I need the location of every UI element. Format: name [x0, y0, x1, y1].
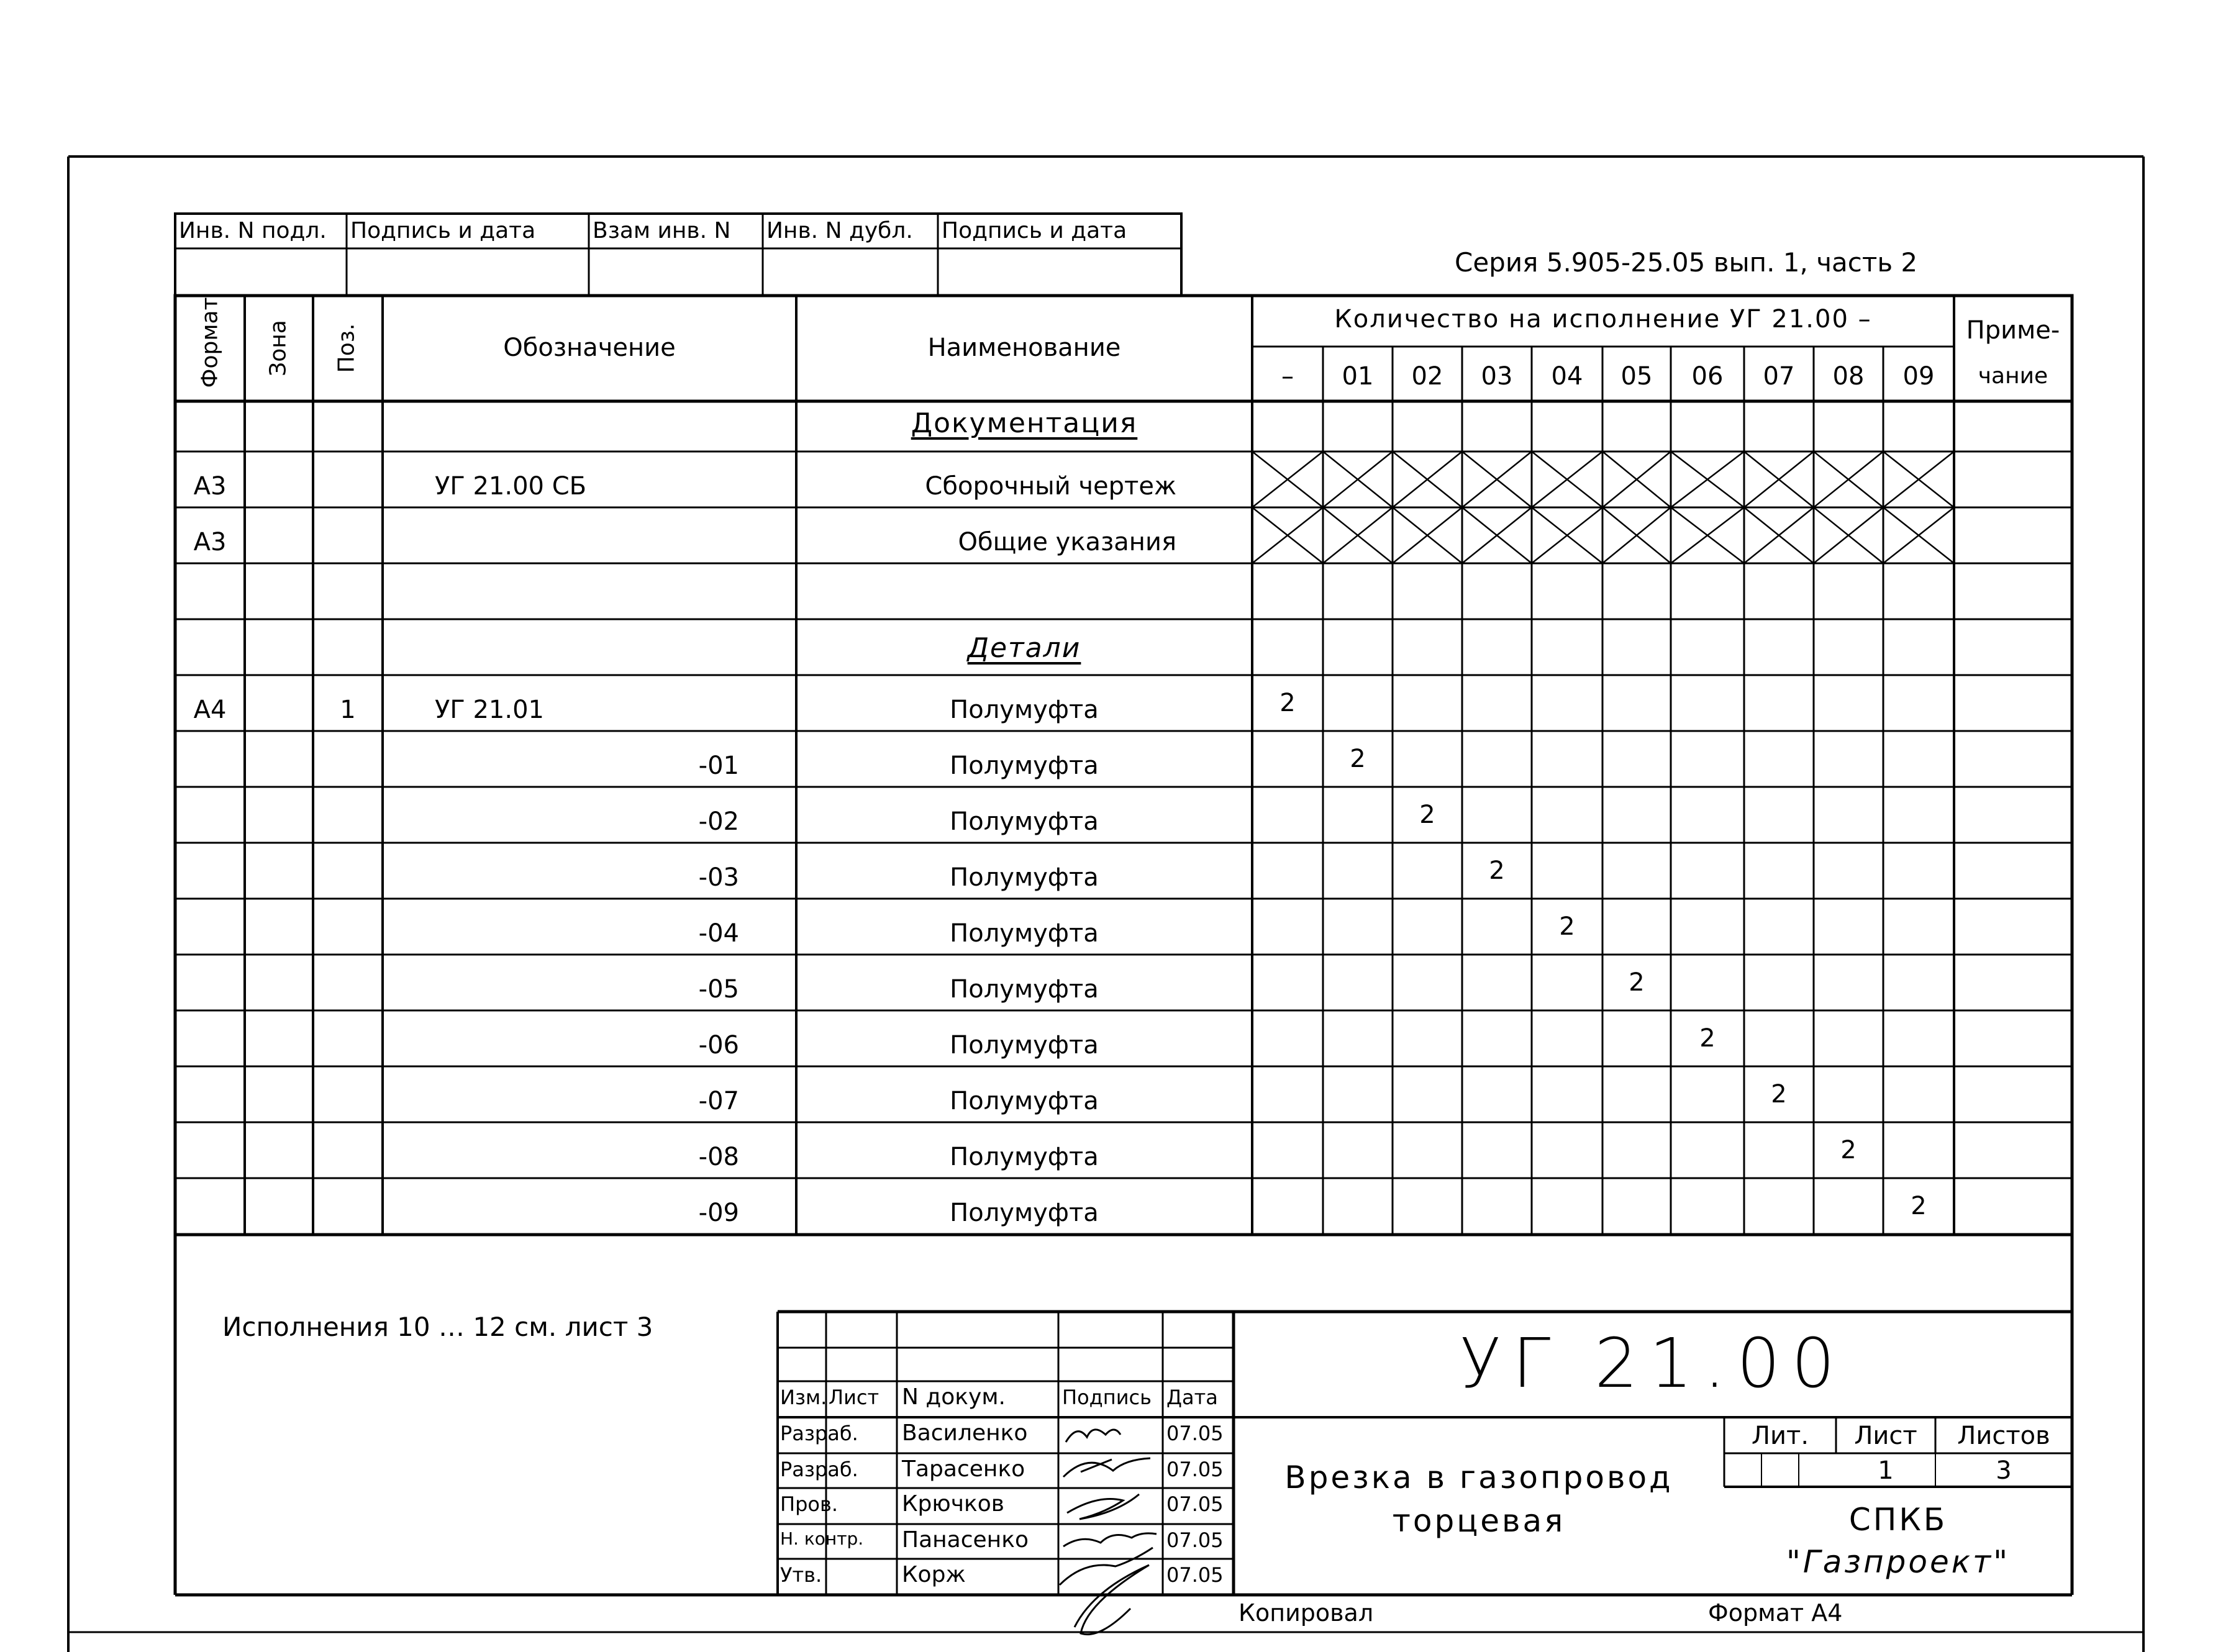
- staff-head-signature: Подпись: [1062, 1386, 1152, 1409]
- footer-copied: Копировал: [1239, 1599, 1374, 1627]
- row-13-variant: -08: [698, 1143, 739, 1171]
- staff-name-4: Панасенко: [902, 1527, 1029, 1553]
- section-details: Детали: [967, 632, 1081, 664]
- sheets-count: 3: [1996, 1456, 2012, 1485]
- qty-col-header-07: 07: [1763, 362, 1795, 391]
- staff-date-2: 07.05: [1166, 1458, 1224, 1481]
- staff-role-1: Разраб.: [780, 1422, 858, 1445]
- row-6-qty: 2: [1350, 745, 1366, 773]
- row-6-variant: -01: [698, 751, 739, 780]
- staff-name-5: Корж: [902, 1562, 966, 1587]
- staff-date-3: 07.05: [1166, 1492, 1224, 1516]
- footer-format: Формат А4: [1708, 1599, 1843, 1627]
- document-designation: УГ 21.00: [1459, 1323, 1847, 1403]
- staff-head-sheet: Лист: [829, 1386, 879, 1409]
- archive-field-inv-original: Инв. N подл.: [179, 218, 327, 243]
- sheet-number: 1: [1878, 1456, 1894, 1485]
- staff-date-5: 07.05: [1166, 1563, 1224, 1587]
- qty-col-header-06: 06: [1691, 362, 1724, 391]
- executions-note: Исполнения 10 … 12 см. лист 3: [222, 1312, 653, 1342]
- row-6-name: Полумуфта: [950, 751, 1099, 780]
- qty-col-header-08: 08: [1832, 362, 1865, 391]
- row-5-name: Полумуфта: [950, 696, 1099, 724]
- row-9-variant: -04: [698, 919, 739, 948]
- staff-head-change: Изм.: [780, 1386, 827, 1409]
- row-11-name: Полумуфта: [950, 1031, 1099, 1060]
- row-14-variant: -09: [698, 1199, 739, 1227]
- qty-col-header-03: 03: [1481, 362, 1513, 391]
- column-header-zone: Зона: [265, 320, 291, 376]
- column-header-position: Поз.: [334, 323, 360, 373]
- section-documentation: Документация: [911, 407, 1138, 439]
- organization-line-1: СПКБ: [1848, 1502, 1948, 1538]
- qty-col-header-01: 01: [1342, 362, 1374, 391]
- staff-name-2: Тарасенко: [902, 1456, 1025, 1482]
- row-1-designation: УГ 21.00 СБ: [435, 472, 587, 501]
- row-11-qty: 2: [1699, 1024, 1716, 1053]
- row-7-name: Полумуфта: [950, 807, 1099, 836]
- organization-line-2: "Газпроект": [1786, 1544, 2011, 1580]
- row-10-name: Полумуфта: [950, 975, 1099, 1004]
- row-2-format: А3: [193, 528, 227, 556]
- archive-field-signature-date: Подпись и дата: [350, 218, 536, 243]
- row-8-variant: -03: [698, 863, 739, 892]
- row-1-name: Сборочный чертеж: [925, 472, 1176, 501]
- staff-role-5: Утв.: [780, 1563, 822, 1587]
- row-8-name: Полумуфта: [950, 863, 1099, 892]
- row-13-qty: 2: [1840, 1136, 1857, 1164]
- archive-field-signature-date-2: Подпись и дата: [942, 218, 1127, 243]
- document-title-line-2: торцевая: [1392, 1503, 1566, 1539]
- staff-role-2: Разраб.: [780, 1458, 858, 1481]
- row-8-qty: 2: [1489, 856, 1505, 885]
- column-header-note-2: чание: [1978, 363, 2048, 389]
- row-10-qty: 2: [1629, 968, 1645, 997]
- row-9-name: Полумуфта: [950, 919, 1099, 948]
- row-12-name: Полумуфта: [950, 1087, 1099, 1115]
- row-14-qty: 2: [1911, 1192, 1927, 1220]
- staff-head-doc-number: N докум.: [902, 1384, 1006, 1410]
- sheet-label: Лист: [1854, 1422, 1917, 1450]
- staff-date-1: 07.05: [1166, 1422, 1224, 1445]
- qty-col-header-02: 02: [1411, 362, 1443, 391]
- row-1-format: А3: [193, 472, 227, 501]
- series-label: Серия 5.905-25.05 вып. 1, часть 2: [1455, 247, 1918, 278]
- staff-head-date: Дата: [1166, 1386, 1218, 1409]
- staff-name-1: Василенко: [902, 1420, 1028, 1446]
- row-2-name: Общие указания: [958, 528, 1176, 556]
- lit-label: Лит.: [1751, 1422, 1809, 1450]
- row-5-qty: 2: [1279, 689, 1296, 717]
- row-9-qty: 2: [1559, 912, 1575, 941]
- row-12-variant: -07: [698, 1087, 739, 1115]
- row-5-format: А4: [193, 696, 227, 724]
- row-5-designation: УГ 21.01: [435, 696, 544, 724]
- row-7-qty: 2: [1419, 801, 1435, 829]
- staff-role-3: Пров.: [780, 1492, 838, 1516]
- staff-date-4: 07.05: [1166, 1528, 1224, 1552]
- column-header-designation: Обозначение: [503, 334, 676, 362]
- row-13-name: Полумуфта: [950, 1143, 1099, 1171]
- archive-field-replaced-inv: Взам инв. N: [593, 218, 731, 243]
- qty-col-header-04: 04: [1551, 362, 1583, 391]
- staff-name-3: Крючков: [902, 1491, 1004, 1517]
- row-5-position: 1: [340, 696, 356, 724]
- row-12-qty: 2: [1771, 1080, 1787, 1109]
- row-10-variant: -05: [698, 975, 739, 1004]
- column-header-name: Наименование: [927, 334, 1121, 362]
- qty-col-header-05: 05: [1620, 362, 1653, 391]
- qty-col-header-base: –: [1281, 362, 1294, 391]
- document-title-line-1: Врезка в газопровод: [1284, 1459, 1673, 1495]
- qty-col-header-09: 09: [1902, 362, 1935, 391]
- sheets-label: Листов: [1957, 1422, 2050, 1450]
- column-header-note-1: Приме-: [1966, 316, 2060, 345]
- column-header-quantity: Количество на исполнение УГ 21.00 –: [1334, 305, 1872, 334]
- column-header-format: Формат: [197, 297, 223, 388]
- row-14-name: Полумуфта: [950, 1199, 1099, 1227]
- archive-field-inv-duplicate: Инв. N дубл.: [766, 218, 913, 243]
- row-11-variant: -06: [698, 1031, 739, 1060]
- staff-role-4: Н. контр.: [780, 1528, 864, 1549]
- row-7-variant: -02: [698, 807, 739, 836]
- signature-marks: [1060, 1430, 1157, 1635]
